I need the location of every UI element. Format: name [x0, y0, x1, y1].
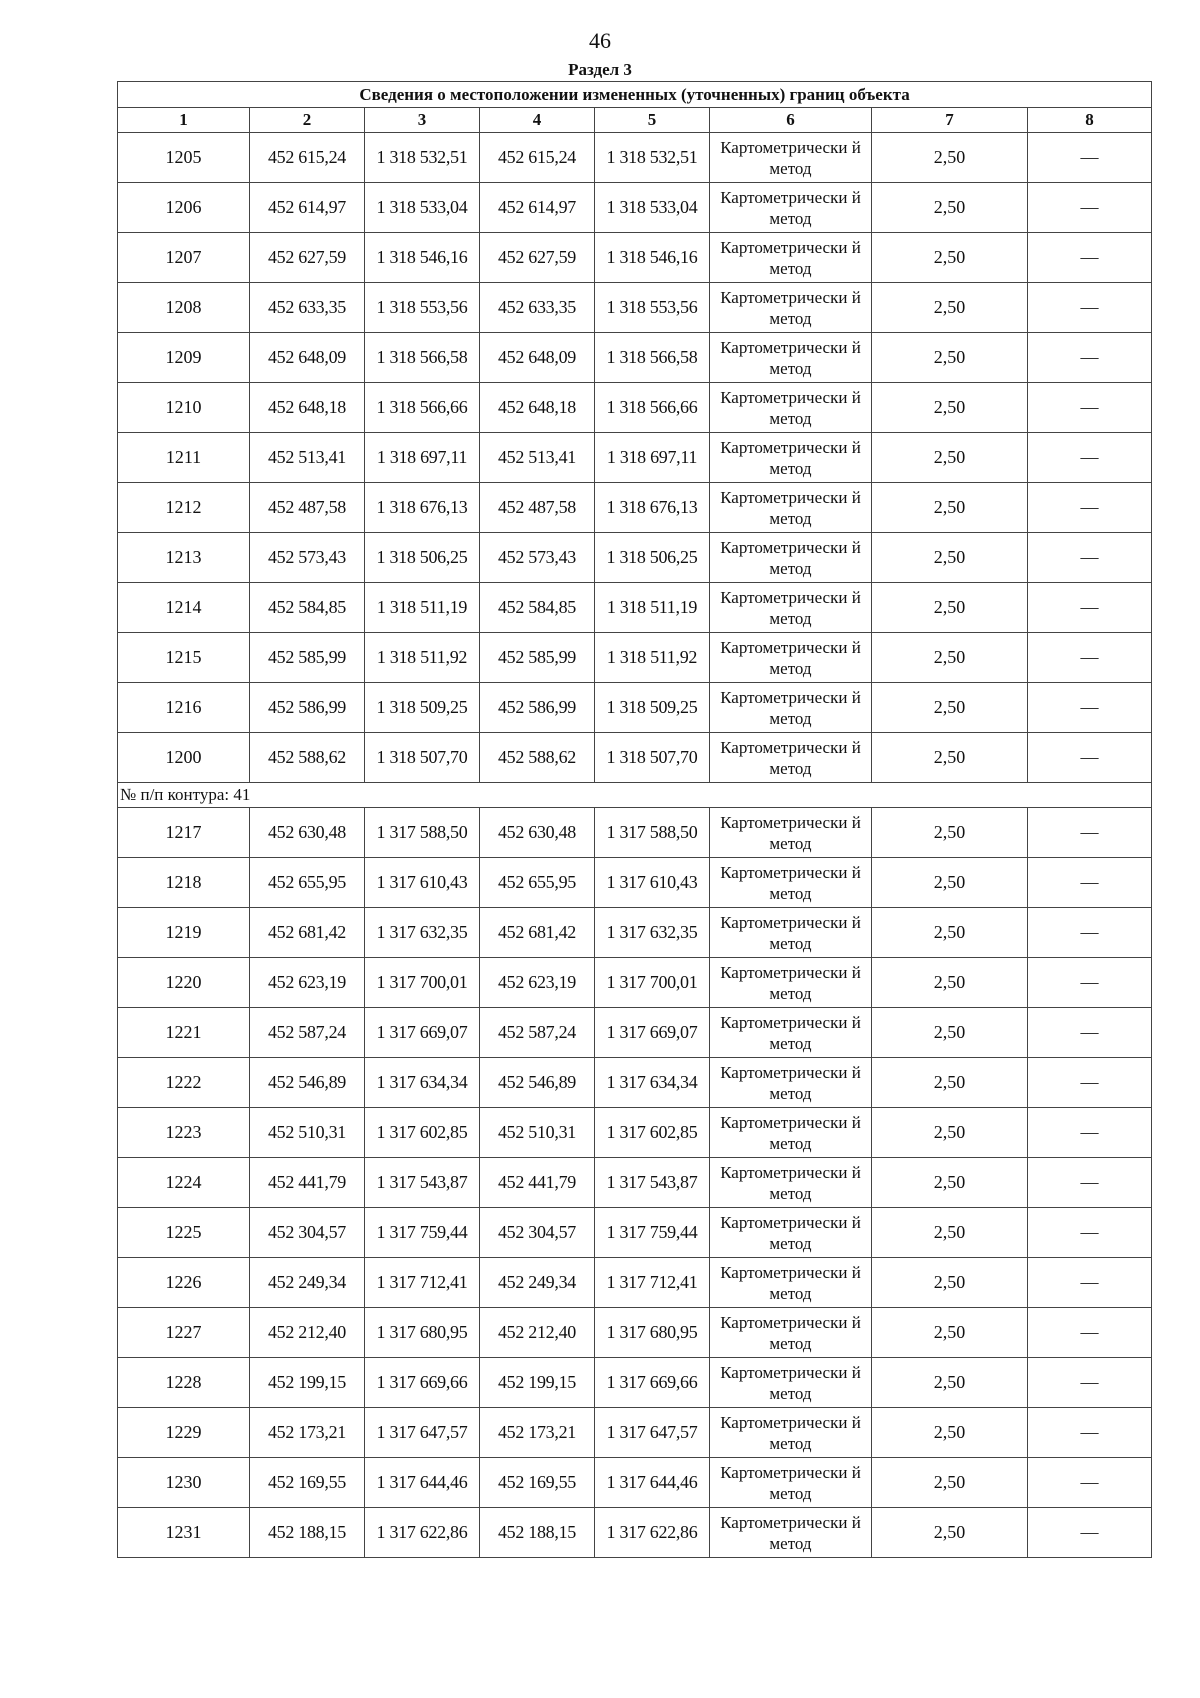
column-number: 3: [365, 108, 480, 133]
new-x-cell: 452 655,95: [480, 858, 595, 908]
boundary-coordinates-table: [117, 81, 1152, 1558]
accuracy-cell: 2,50: [872, 1408, 1028, 1458]
method-cell: Картометрически й метод: [710, 1358, 872, 1408]
new-x-cell: 452 188,15: [480, 1508, 595, 1558]
new-x-cell: 452 615,24: [480, 133, 595, 183]
table-body: [118, 133, 1152, 1558]
accuracy-cell: 2,50: [872, 233, 1028, 283]
table-caption-row: [118, 82, 1152, 108]
new-x-cell: 452 586,99: [480, 683, 595, 733]
new-x-cell: 452 633,35: [480, 283, 595, 333]
old-y-cell: 1 317 543,87: [365, 1158, 480, 1208]
point-number-cell: 1224: [118, 1158, 250, 1208]
new-x-cell: 452 648,09: [480, 333, 595, 383]
old-x-cell: 452 169,55: [250, 1458, 365, 1508]
new-y-cell: 1 318 533,04: [595, 183, 710, 233]
new-x-cell: 452 513,41: [480, 433, 595, 483]
point-number-cell: 1218: [118, 858, 250, 908]
new-x-cell: 452 623,19: [480, 958, 595, 1008]
old-x-cell: 452 188,15: [250, 1508, 365, 1558]
new-x-cell: 452 585,99: [480, 633, 595, 683]
new-x-cell: 452 173,21: [480, 1408, 595, 1458]
method-cell: Картометрически й метод: [710, 1408, 872, 1458]
new-x-cell: 452 199,15: [480, 1358, 595, 1408]
old-y-cell: 1 317 647,57: [365, 1408, 480, 1458]
new-y-cell: 1 317 610,43: [595, 858, 710, 908]
description-cell: —: [1028, 858, 1152, 908]
new-y-cell: 1 317 632,35: [595, 908, 710, 958]
table-row: [118, 633, 1152, 683]
method-cell: Картометрически й метод: [710, 233, 872, 283]
table-row: [118, 133, 1152, 183]
table-row: [118, 533, 1152, 583]
old-x-cell: 452 199,15: [250, 1358, 365, 1408]
table-row: [118, 283, 1152, 333]
accuracy-cell: 2,50: [872, 1108, 1028, 1158]
description-cell: —: [1028, 1058, 1152, 1108]
old-y-cell: 1 317 634,34: [365, 1058, 480, 1108]
old-y-cell: 1 318 676,13: [365, 483, 480, 533]
new-x-cell: 452 648,18: [480, 383, 595, 433]
new-y-cell: 1 318 676,13: [595, 483, 710, 533]
old-y-cell: 1 318 566,66: [365, 383, 480, 433]
new-y-cell: 1 318 507,70: [595, 733, 710, 783]
method-cell: Картометрически й метод: [710, 633, 872, 683]
old-y-cell: 1 317 602,85: [365, 1108, 480, 1158]
new-y-cell: 1 317 680,95: [595, 1308, 710, 1358]
new-y-cell: 1 318 532,51: [595, 133, 710, 183]
description-cell: —: [1028, 633, 1152, 683]
page-number: 46: [589, 28, 611, 53]
new-x-cell: 452 487,58: [480, 483, 595, 533]
point-number-cell: 1209: [118, 333, 250, 383]
old-y-cell: 1 317 669,66: [365, 1358, 480, 1408]
accuracy-cell: 2,50: [872, 958, 1028, 1008]
table-row: [118, 483, 1152, 533]
column-number: 2: [250, 108, 365, 133]
column-number: 7: [872, 108, 1028, 133]
method-cell: Картометрически й метод: [710, 683, 872, 733]
point-number-cell: 1210: [118, 383, 250, 433]
accuracy-cell: 2,50: [872, 1508, 1028, 1558]
accuracy-cell: 2,50: [872, 433, 1028, 483]
table-row: [118, 1308, 1152, 1358]
accuracy-cell: 2,50: [872, 483, 1028, 533]
method-cell: Картометрически й метод: [710, 133, 872, 183]
column-number: 6: [710, 108, 872, 133]
table-row: [118, 858, 1152, 908]
new-y-cell: 1 317 588,50: [595, 808, 710, 858]
table-row: [118, 1158, 1152, 1208]
point-number-cell: 1211: [118, 433, 250, 483]
description-cell: —: [1028, 433, 1152, 483]
description-cell: —: [1028, 733, 1152, 783]
old-x-cell: 452 573,43: [250, 533, 365, 583]
description-cell: —: [1028, 1208, 1152, 1258]
new-x-cell: 452 304,57: [480, 1208, 595, 1258]
old-x-cell: 452 623,19: [250, 958, 365, 1008]
method-cell: Картометрически й метод: [710, 1458, 872, 1508]
old-y-cell: 1 317 759,44: [365, 1208, 480, 1258]
new-y-cell: 1 318 566,66: [595, 383, 710, 433]
description-cell: —: [1028, 908, 1152, 958]
table-row: [118, 1258, 1152, 1308]
description-cell: —: [1028, 583, 1152, 633]
old-y-cell: 1 317 700,01: [365, 958, 480, 1008]
new-x-cell: 452 588,62: [480, 733, 595, 783]
method-cell: Картометрически й метод: [710, 958, 872, 1008]
new-y-cell: 1 317 647,57: [595, 1408, 710, 1458]
table-row: [118, 1408, 1152, 1458]
description-cell: —: [1028, 958, 1152, 1008]
method-cell: Картометрически й метод: [710, 1108, 872, 1158]
new-x-cell: 452 573,43: [480, 533, 595, 583]
description-cell: —: [1028, 1308, 1152, 1358]
column-number: 8: [1028, 108, 1152, 133]
column-numbers-row: [118, 108, 1152, 133]
table-row: [118, 1208, 1152, 1258]
table-row: [118, 1358, 1152, 1408]
point-number-cell: 1206: [118, 183, 250, 233]
old-x-cell: 452 212,40: [250, 1308, 365, 1358]
point-number-cell: 1208: [118, 283, 250, 333]
old-x-cell: 452 681,42: [250, 908, 365, 958]
old-y-cell: 1 318 506,25: [365, 533, 480, 583]
method-cell: Картометрически й метод: [710, 1158, 872, 1208]
description-cell: —: [1028, 683, 1152, 733]
old-y-cell: 1 318 566,58: [365, 333, 480, 383]
old-x-cell: 452 441,79: [250, 1158, 365, 1208]
old-x-cell: 452 588,62: [250, 733, 365, 783]
accuracy-cell: 2,50: [872, 133, 1028, 183]
method-cell: Картометрически й метод: [710, 1508, 872, 1558]
description-cell: —: [1028, 283, 1152, 333]
old-y-cell: 1 317 588,50: [365, 808, 480, 858]
new-y-cell: 1 317 602,85: [595, 1108, 710, 1158]
new-y-cell: 1 317 543,87: [595, 1158, 710, 1208]
new-x-cell: 452 249,34: [480, 1258, 595, 1308]
point-number-cell: 1225: [118, 1208, 250, 1258]
method-cell: Картометрически й метод: [710, 583, 872, 633]
accuracy-cell: 2,50: [872, 383, 1028, 433]
description-cell: —: [1028, 1458, 1152, 1508]
description-cell: —: [1028, 1158, 1152, 1208]
method-cell: Картометрически й метод: [710, 733, 872, 783]
new-x-cell: 452 510,31: [480, 1108, 595, 1158]
point-number-cell: 1200: [118, 733, 250, 783]
accuracy-cell: 2,50: [872, 1458, 1028, 1508]
point-number-cell: 1222: [118, 1058, 250, 1108]
old-x-cell: 452 614,97: [250, 183, 365, 233]
old-x-cell: 452 510,31: [250, 1108, 365, 1158]
old-x-cell: 452 630,48: [250, 808, 365, 858]
method-cell: Картометрически й метод: [710, 1208, 872, 1258]
contour-label-row: [118, 783, 1152, 808]
point-number-cell: 1214: [118, 583, 250, 633]
method-cell: Картометрически й метод: [710, 283, 872, 333]
accuracy-cell: 2,50: [872, 1158, 1028, 1208]
point-number-cell: 1223: [118, 1108, 250, 1158]
new-y-cell: 1 318 566,58: [595, 333, 710, 383]
old-y-cell: 1 318 697,11: [365, 433, 480, 483]
description-cell: —: [1028, 133, 1152, 183]
old-y-cell: 1 317 610,43: [365, 858, 480, 908]
old-y-cell: 1 317 712,41: [365, 1258, 480, 1308]
new-y-cell: 1 318 553,56: [595, 283, 710, 333]
method-cell: Картометрически й метод: [710, 1308, 872, 1358]
description-cell: —: [1028, 533, 1152, 583]
description-cell: —: [1028, 1508, 1152, 1558]
point-number-cell: 1231: [118, 1508, 250, 1558]
old-x-cell: 452 586,99: [250, 683, 365, 733]
accuracy-cell: 2,50: [872, 908, 1028, 958]
section-title: Раздел 3: [568, 60, 632, 79]
old-y-cell: 1 317 622,86: [365, 1508, 480, 1558]
description-cell: —: [1028, 1358, 1152, 1408]
accuracy-cell: 2,50: [872, 583, 1028, 633]
point-number-cell: 1228: [118, 1358, 250, 1408]
old-x-cell: 452 585,99: [250, 633, 365, 683]
new-x-cell: 452 587,24: [480, 1008, 595, 1058]
old-y-cell: 1 318 509,25: [365, 683, 480, 733]
new-y-cell: 1 318 511,19: [595, 583, 710, 633]
new-y-cell: 1 317 644,46: [595, 1458, 710, 1508]
method-cell: Картометрически й метод: [710, 858, 872, 908]
accuracy-cell: 2,50: [872, 1058, 1028, 1108]
accuracy-cell: 2,50: [872, 1208, 1028, 1258]
old-y-cell: 1 318 507,70: [365, 733, 480, 783]
old-x-cell: 452 304,57: [250, 1208, 365, 1258]
point-number-cell: 1212: [118, 483, 250, 533]
new-x-cell: 452 546,89: [480, 1058, 595, 1108]
table-row: [118, 333, 1152, 383]
new-y-cell: 1 318 506,25: [595, 533, 710, 583]
old-y-cell: 1 317 632,35: [365, 908, 480, 958]
description-cell: —: [1028, 1408, 1152, 1458]
table-row: [118, 1058, 1152, 1108]
description-cell: —: [1028, 1008, 1152, 1058]
method-cell: Картометрически й метод: [710, 533, 872, 583]
point-number-cell: 1230: [118, 1458, 250, 1508]
method-cell: Картометрически й метод: [710, 183, 872, 233]
description-cell: —: [1028, 483, 1152, 533]
new-x-cell: 452 169,55: [480, 1458, 595, 1508]
method-cell: Картометрически й метод: [710, 383, 872, 433]
point-number-cell: 1219: [118, 908, 250, 958]
accuracy-cell: 2,50: [872, 283, 1028, 333]
method-cell: Картометрически й метод: [710, 333, 872, 383]
table-row: [118, 1108, 1152, 1158]
method-cell: Картометрически й метод: [710, 433, 872, 483]
old-x-cell: 452 546,89: [250, 1058, 365, 1108]
old-x-cell: 452 587,24: [250, 1008, 365, 1058]
method-cell: Картометрически й метод: [710, 908, 872, 958]
point-number-cell: 1221: [118, 1008, 250, 1058]
point-number-cell: 1227: [118, 1308, 250, 1358]
new-x-cell: 452 212,40: [480, 1308, 595, 1358]
table-row: [118, 383, 1152, 433]
accuracy-cell: 2,50: [872, 1258, 1028, 1308]
accuracy-cell: 2,50: [872, 808, 1028, 858]
table-row: [118, 683, 1152, 733]
old-x-cell: 452 249,34: [250, 1258, 365, 1308]
new-x-cell: 452 627,59: [480, 233, 595, 283]
accuracy-cell: 2,50: [872, 633, 1028, 683]
method-cell: Картометрически й метод: [710, 1008, 872, 1058]
new-y-cell: 1 317 700,01: [595, 958, 710, 1008]
table-row: [118, 808, 1152, 858]
method-cell: Картометрически й метод: [710, 808, 872, 858]
old-y-cell: 1 318 532,51: [365, 133, 480, 183]
point-number-cell: 1229: [118, 1408, 250, 1458]
new-y-cell: 1 317 622,86: [595, 1508, 710, 1558]
point-number-cell: 1217: [118, 808, 250, 858]
description-cell: —: [1028, 808, 1152, 858]
accuracy-cell: 2,50: [872, 333, 1028, 383]
old-x-cell: 452 584,85: [250, 583, 365, 633]
accuracy-cell: 2,50: [872, 183, 1028, 233]
table-row: [118, 1008, 1152, 1058]
old-x-cell: 452 513,41: [250, 433, 365, 483]
new-y-cell: 1 317 712,41: [595, 1258, 710, 1308]
new-y-cell: 1 318 511,92: [595, 633, 710, 683]
new-x-cell: 452 614,97: [480, 183, 595, 233]
description-cell: —: [1028, 233, 1152, 283]
old-x-cell: 452 655,95: [250, 858, 365, 908]
accuracy-cell: 2,50: [872, 1308, 1028, 1358]
accuracy-cell: 2,50: [872, 733, 1028, 783]
new-y-cell: 1 317 759,44: [595, 1208, 710, 1258]
table-row: [118, 1458, 1152, 1508]
old-y-cell: 1 318 511,19: [365, 583, 480, 633]
old-y-cell: 1 317 669,07: [365, 1008, 480, 1058]
old-y-cell: 1 317 680,95: [365, 1308, 480, 1358]
old-x-cell: 452 648,09: [250, 333, 365, 383]
description-cell: —: [1028, 183, 1152, 233]
old-x-cell: 452 615,24: [250, 133, 365, 183]
point-number-cell: 1220: [118, 958, 250, 1008]
new-y-cell: 1 317 634,34: [595, 1058, 710, 1108]
table-row: [118, 583, 1152, 633]
new-y-cell: 1 317 669,07: [595, 1008, 710, 1058]
old-x-cell: 452 627,59: [250, 233, 365, 283]
accuracy-cell: 2,50: [872, 683, 1028, 733]
description-cell: —: [1028, 383, 1152, 433]
new-y-cell: 1 318 697,11: [595, 433, 710, 483]
method-cell: Картометрически й метод: [710, 1058, 872, 1108]
description-cell: —: [1028, 333, 1152, 383]
old-y-cell: 1 317 644,46: [365, 1458, 480, 1508]
old-y-cell: 1 318 533,04: [365, 183, 480, 233]
new-x-cell: 452 584,85: [480, 583, 595, 633]
accuracy-cell: 2,50: [872, 858, 1028, 908]
table-row: [118, 433, 1152, 483]
column-number: 1: [118, 108, 250, 133]
method-cell: Картометрически й метод: [710, 483, 872, 533]
new-y-cell: 1 317 669,66: [595, 1358, 710, 1408]
description-cell: —: [1028, 1258, 1152, 1308]
table-row: [118, 958, 1152, 1008]
new-x-cell: 452 630,48: [480, 808, 595, 858]
method-cell: Картометрически й метод: [710, 1258, 872, 1308]
accuracy-cell: 2,50: [872, 1008, 1028, 1058]
table-row: [118, 733, 1152, 783]
old-x-cell: 452 633,35: [250, 283, 365, 333]
new-y-cell: 1 318 509,25: [595, 683, 710, 733]
new-y-cell: 1 318 546,16: [595, 233, 710, 283]
accuracy-cell: 2,50: [872, 533, 1028, 583]
table-caption: Сведения о местоположении измененных (уточненных) границ объекта: [118, 82, 1152, 108]
table-row: [118, 908, 1152, 958]
new-x-cell: 452 681,42: [480, 908, 595, 958]
new-x-cell: 452 441,79: [480, 1158, 595, 1208]
point-number-cell: 1216: [118, 683, 250, 733]
point-number-cell: 1207: [118, 233, 250, 283]
column-number: 5: [595, 108, 710, 133]
accuracy-cell: 2,50: [872, 1358, 1028, 1408]
old-y-cell: 1 318 511,92: [365, 633, 480, 683]
table-row: [118, 1508, 1152, 1558]
old-x-cell: 452 173,21: [250, 1408, 365, 1458]
description-cell: —: [1028, 1108, 1152, 1158]
old-x-cell: 452 487,58: [250, 483, 365, 533]
point-number-cell: 1215: [118, 633, 250, 683]
table-row: [118, 233, 1152, 283]
old-x-cell: 452 648,18: [250, 383, 365, 433]
contour-label: № п/п контура: 41: [118, 783, 1152, 808]
point-number-cell: 1226: [118, 1258, 250, 1308]
column-number: 4: [480, 108, 595, 133]
table-row: [118, 183, 1152, 233]
point-number-cell: 1213: [118, 533, 250, 583]
old-y-cell: 1 318 546,16: [365, 233, 480, 283]
point-number-cell: 1205: [118, 133, 250, 183]
old-y-cell: 1 318 553,56: [365, 283, 480, 333]
